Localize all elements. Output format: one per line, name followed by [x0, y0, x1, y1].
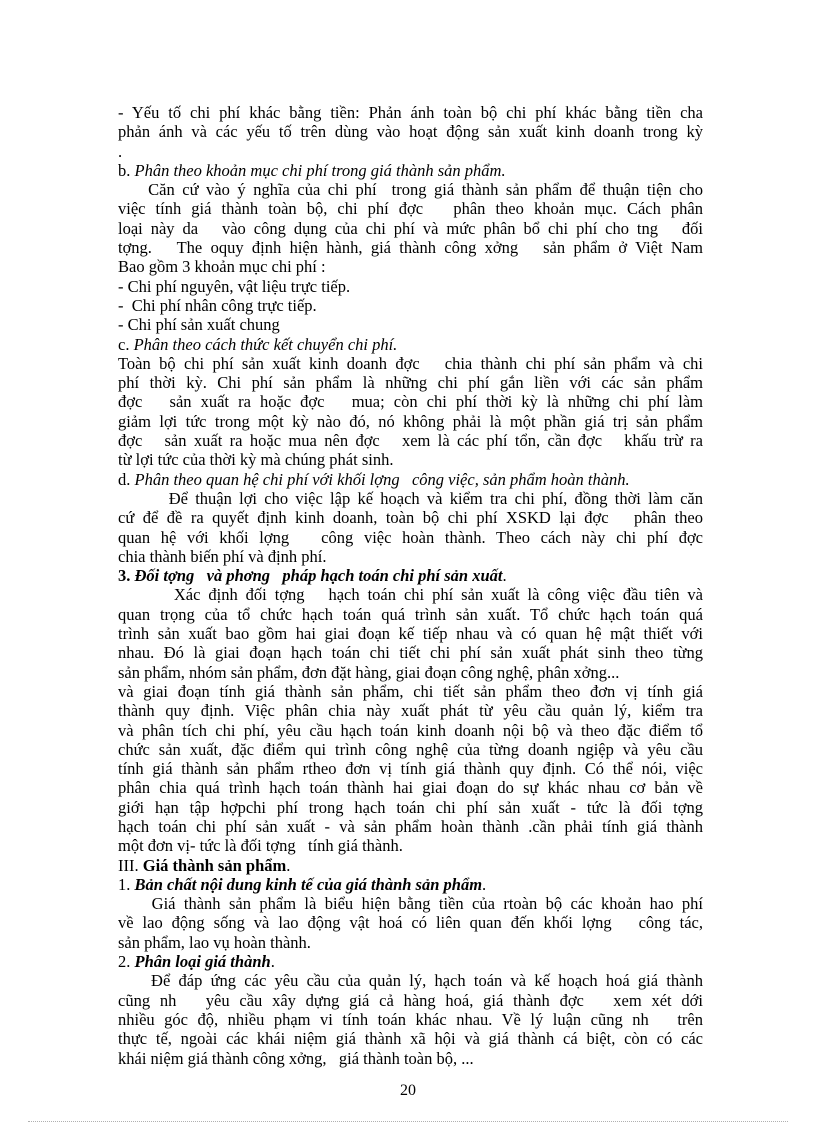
text-line: việc tính giá thành toàn bộ, chi phí đợc phân theo khoản mục. Cách phân [118, 199, 703, 219]
text-line [118, 335, 703, 354]
text-line: từ lợi tức của thời kỳ mà chúng phát sinh. [118, 450, 394, 470]
text-line: và giai đoạn tính giá thành sản phẩm, chi tiết sản phẩm theo đơn vị tính giá [118, 681, 703, 701]
text-line: Xác định đối tợng hạch toán chi phí sản xuất là công việc đầu tiên và [118, 585, 703, 605]
text-line [118, 856, 703, 875]
text-run: III. [118, 855, 143, 875]
text-line: nhiều góc độ, nhiều phạm vi tính toán khác nhau. Về lý luận cũng nh trên [118, 1009, 703, 1029]
text-run: d. [118, 469, 135, 489]
text-line: phí thời kỳ. Chi phí sản phẩm là những chi phí gắn liền với các sản phẩm [118, 373, 703, 393]
text-run: b. [118, 160, 135, 180]
text-run: 2. [118, 952, 135, 972]
text-run: Phân loại giá thành [134, 952, 271, 972]
text-run: 1. [118, 874, 135, 894]
document-body [118, 103, 703, 1068]
text-line: phản ánh và các yếu tố trên dùng vào hoạt động sản xuất kinh doanh trong kỳ [118, 122, 703, 142]
text-line: khái niệm giá thành công xởng, giá thành toàn bộ, ... [118, 1048, 474, 1068]
text-line: hạch toán chi phí sản xuất - và sản phẩm hoàn thành .cần phải tính giá thành [118, 816, 703, 836]
text-line: phân chia quá trình hạch toán thành hai giai đoạn do sự khác nhau cơ bản về [118, 778, 703, 798]
text-line: thành quy định. Việc phân chia này xuất phát từ yêu cầu quản lý, kiểm tra [118, 701, 703, 721]
text-line: cứ để đề ra quyết định kinh doanh, toàn bộ chi phí XSKD lại đợc phân theo [118, 508, 703, 528]
text-line [118, 161, 703, 180]
text-line: nhau. Đó là giai đoạn hạch toán chi tiết chi phí sản xuất phát sinh theo từng [118, 643, 703, 663]
text-run: 3. [118, 566, 135, 586]
text-run: . [482, 874, 487, 894]
text-line: thực tế, ngoài các khái niệm giá thành xã hội và giá thành cá biệt, còn có các [118, 1029, 703, 1049]
text-run: . [270, 952, 275, 972]
text-line: đợc sản xuất ra hoặc đợc mua; còn chi phí thời kỳ là những chi phí làm [118, 392, 703, 412]
text-line: đợc sản xuất ra hoặc mua nên đợc xem là các phí tổn, cần đợc khấu trừ ra [118, 431, 703, 451]
text-line: giảm lợi tức trong một kỳ nào đó, nó không phải là một phần giá trị sản phẩm [118, 411, 703, 431]
page-number: 20 [400, 1082, 416, 1099]
text-run: Phân theo cách thức kết chuyển chi phí. [133, 334, 398, 354]
text-line: tính giá thành sản phẩm rtheo đơn vị tính giá thành quy định. Có thể nói, việc [118, 759, 703, 779]
text-line: Để thuận lợi cho việc lập kế hoạch và kiểm tra chi phí, đồng thời làm căn [118, 488, 703, 508]
text-run: Phân theo khoản mục chi phí trong giá thành sản phẩm. [134, 160, 506, 180]
text-line: - Chi phí sản xuất chung [118, 315, 280, 335]
text-line: - Chi phí nhân công trực tiếp. [118, 295, 317, 315]
text-line: giới hạn tập hợpchi phí trong hạch toán chi phí sản xuất - tức là đối tợng [118, 797, 703, 817]
text-line: và phân tích chi phí, yêu cầu hạch toán kinh doanh nội bộ và theo đặc điểm tổ [118, 720, 703, 740]
text-line: một đơn vị- tức là đối tợng tính giá thành. [118, 836, 403, 856]
text-line: quan hệ với khối lợng công việc hoàn thành. Theo cách này chi phí đợc [118, 527, 703, 547]
text-line [118, 875, 703, 894]
text-line: loại này da vào công dụng của chi phí và mức phân bổ chi phí cho tng đối [118, 218, 703, 238]
text-line: chia thành biến phí và định phí. [118, 546, 327, 566]
text-line: - Chi phí nguyên, vật liệu trực tiếp. [118, 276, 351, 296]
footer-divider [28, 1121, 788, 1122]
text-line: trình sản xuất bao gồm hai giai đoạn kế tiếp nhau và có quan hệ mật thiết với [118, 624, 703, 644]
text-line: Giá thành sản phẩm là biểu hiện bằng tiền của rtoàn bộ các khoản hao phí [118, 894, 703, 914]
text-line [118, 952, 703, 971]
text-line: sản phẩm, nhóm sản phẩm, đơn đặt hàng, giai đoạn công nghệ, phân xởng... [118, 662, 620, 682]
text-line: - Yếu tố chi phí khác bằng tiền: Phản ánh toàn bộ chi phí khác bằng tiền cha [118, 103, 703, 122]
text-run: Bản chất nội dung kinh tế của giá thành sản phẩm [134, 874, 483, 894]
text-line: chức sản xuất, đặc điểm qui trình công nghệ của từng doanh ngiệp và yêu cầu [118, 739, 703, 759]
text-line: cũng nh yêu cầu xây dựng giá cả hàng hoá, giá thành đợc xem xét dới [118, 990, 703, 1010]
text-run: Đối tợng và phơng pháp hạch toán chi phí sản xuất [134, 566, 503, 586]
text-line: Bao gồm 3 khoản mục chi phí : [118, 257, 326, 277]
text-run: Giá thành sản phẩm [142, 855, 287, 875]
text-run: . [502, 566, 507, 586]
text-line: về lao động sống và lao động vật hoá có liên quan đến khối lợng công tác, [118, 913, 703, 933]
text-line: sản phẩm, lao vụ hoàn thành. [118, 932, 311, 952]
text-run: Phân theo quan hệ chi phí với khối lợng công việc, sản phẩm hoàn thành. [134, 469, 630, 489]
text-line: Để đáp ứng các yêu cầu của quản lý, hạch toán và kế hoạch hoá giá thành [118, 971, 703, 991]
text-run: . [286, 855, 291, 875]
text-run: c. [118, 334, 134, 354]
text-line: quan trọng của tổ chức hạch toán quá trình sản xuất. Tổ chức hạch toán quá [118, 604, 703, 624]
text-line: Toàn bộ chi phí sản xuất kinh doanh đợc chia thành chi phí sản phẩm và chi [118, 353, 703, 373]
text-line: tợng. The oquy định hiện hành, giá thành công xởng sản phẩm ở Việt Nam [118, 238, 703, 258]
text-line [118, 566, 703, 585]
text-line [118, 470, 703, 489]
text-line: . [118, 141, 123, 161]
text-line: Căn cứ vào ý nghĩa của chi phí trong giá thành sản phẩm để thuận tiện cho [118, 180, 703, 200]
